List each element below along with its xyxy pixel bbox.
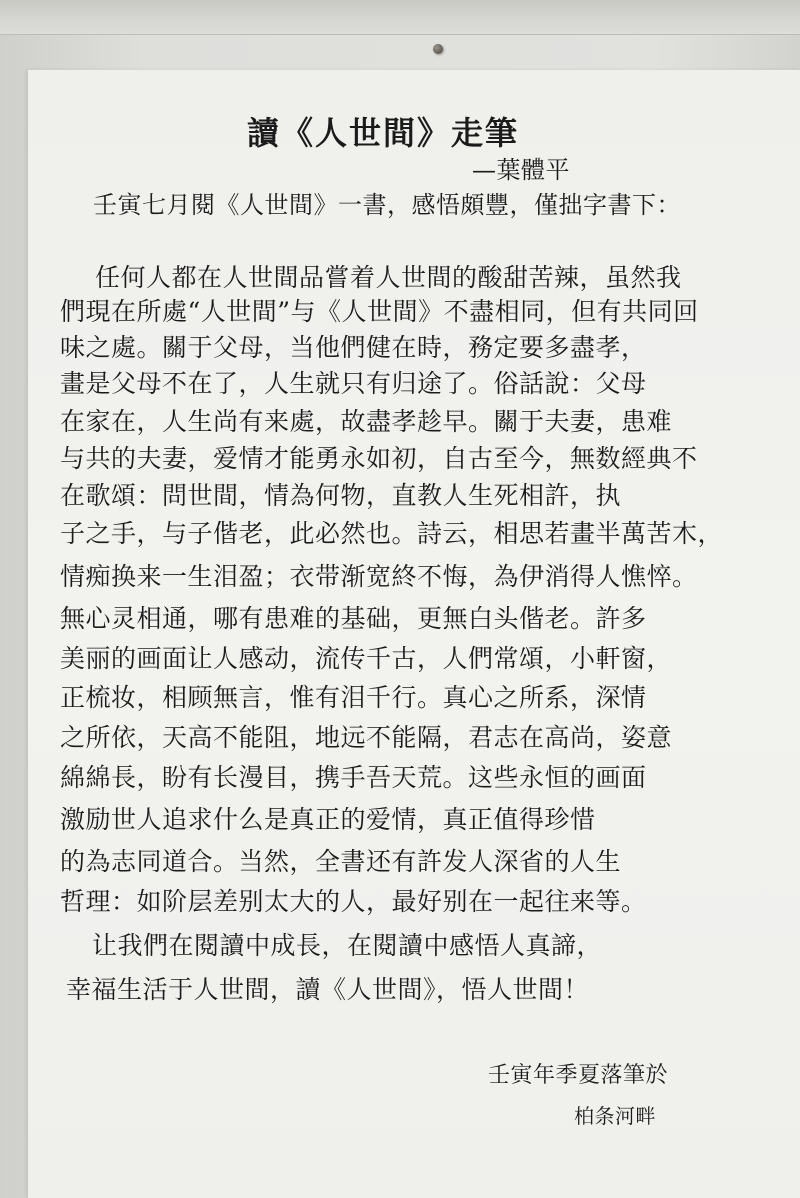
essay-title: 讀《人世間》走筆 [247, 114, 520, 152]
essay-line: 任何人都在人世間品嘗着人世間的酸甜苦辣，虽然我 [95, 263, 682, 292]
essay-intro: 壬寅七月閱《人世間》一書，感悟頗豐，僅拙字書下： [93, 191, 681, 219]
essay-author: —葉體平 [472, 156, 570, 184]
essay-line: 情痴换来一生泪盈；衣带渐宽終不悔，為伊消得人憔悴。 [60, 562, 698, 591]
essay-line: 之所依，天高不能阻，地远不能隔，君志在高尚，姿意 [60, 723, 673, 752]
essay-line: 幸福生活于人世間，讀《人世間》，悟人世間！ [66, 975, 590, 1004]
essay-line: 激励世人追求什么是真正的爱情，真正值得珍惜 [60, 805, 596, 834]
essay-line: 子之手，与子偕老，此必然也。詩云，相思若畫半萬苦木， [60, 519, 724, 548]
essay-line: 在家在，人生尚有来處，故盡孝趁早。關于夫妻，患难 [60, 407, 673, 436]
essay-line: 美丽的画面让人感动，流传千古，人們常頌，小軒窗， [60, 644, 673, 673]
essay-line: 让我們在閱讀中成長，在閱讀中感悟人真諦， [92, 931, 603, 960]
essay-line: 無心灵相通，哪有患难的基础，更無白头偕老。許多 [60, 604, 647, 633]
essay-line: 綿綿長，盼有长漫目，携手吾天荒。这些永恒的画面 [60, 763, 647, 792]
signature-date: 壬寅年季夏落筆於 [488, 1063, 669, 1088]
essay-line: 畫是父母不在了，人生就只有归途了。俗話說：父母 [60, 369, 647, 398]
essay-line: 在歌頌：問世間，情為何物，直教人生死相許，执 [60, 481, 622, 510]
board-top-edge [0, 0, 800, 35]
essay-line: 們現在所處“人世間”与《人世間》不盡相同，但有共同回 [60, 297, 699, 326]
essay-line: 味之處。關于父母，当他們健在時，務定要多盡孝， [60, 333, 647, 362]
pin-icon [433, 44, 443, 54]
essay-line: 哲理：如阶层差别太大的人，最好别在一起往来等。 [60, 887, 647, 916]
essay-line: 与共的夫妻，爱情才能勇永如初，自古至今，無数經典不 [60, 444, 698, 473]
essay-line: 的為志同道合。当然，全書还有許发人深省的人生 [60, 847, 622, 876]
signature-place: 柏条河畔 [574, 1104, 656, 1128]
essay-line: 正梳妆，相顾無言，惟有泪千行。真心之所系，深情 [60, 683, 647, 712]
